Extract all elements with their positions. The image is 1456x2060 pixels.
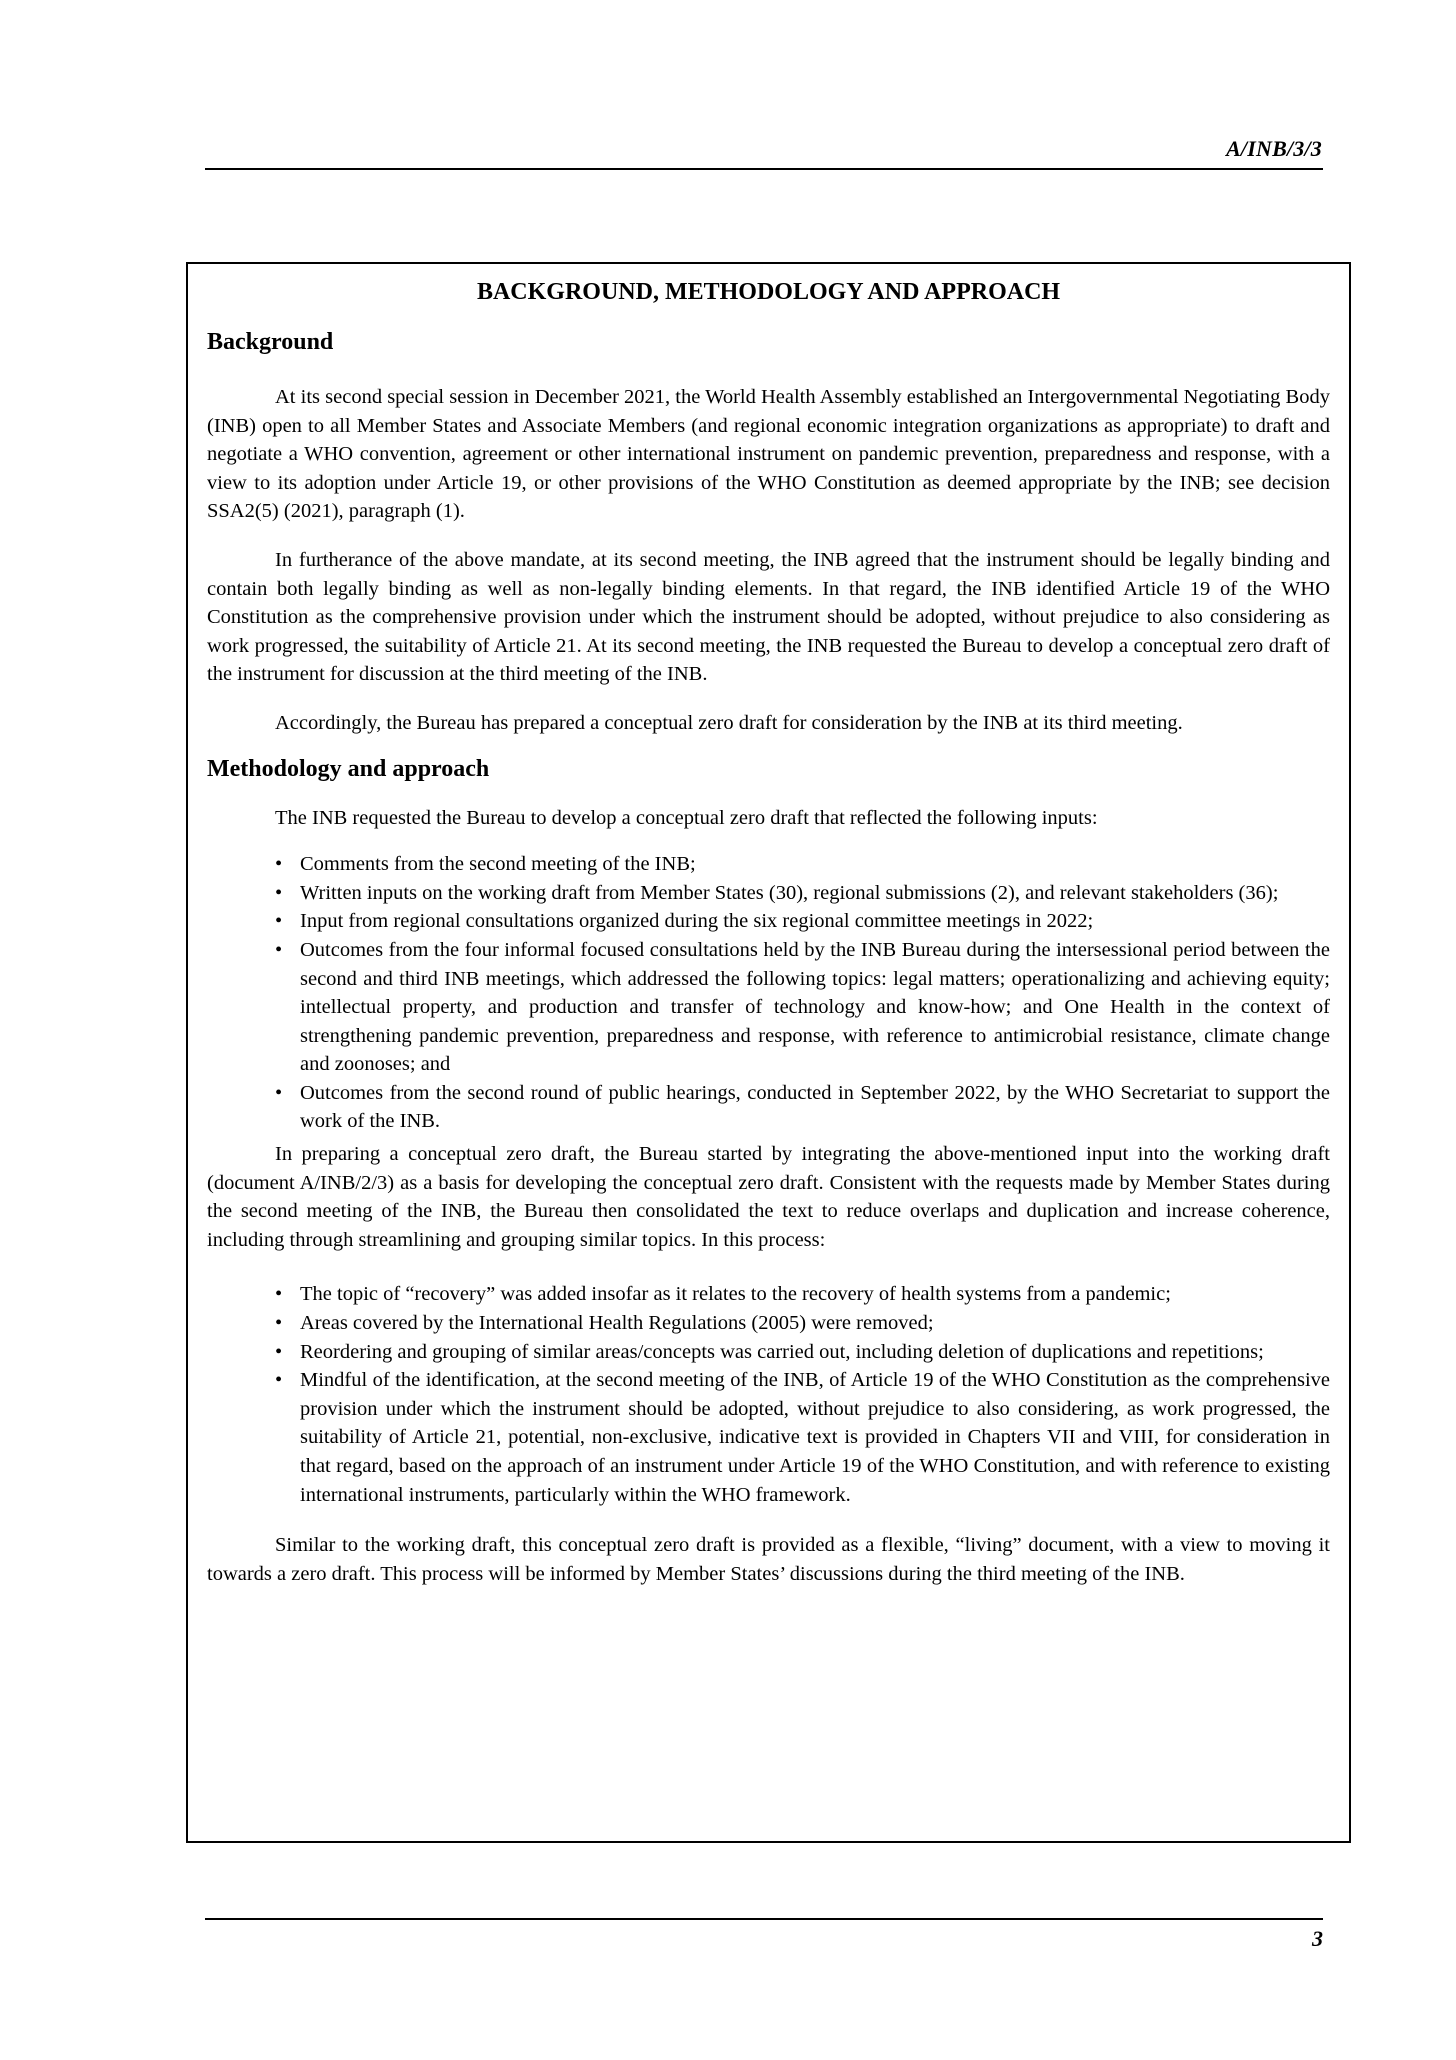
- list-item: • Comments from the second meeting of the INB;: [275, 850, 1330, 879]
- framed-text-box: [186, 262, 1351, 1843]
- bullet-icon: •: [275, 1340, 283, 1363]
- list-item: • Outcomes from the four informal focused consultations held by the INB Bureau during the intersessional period between the second and third INB meetings, which addressed the following topics: legal matters; operationalizing and achieving equity; intellectual property, and production and transfer of technology and know-how; and One Health in the context of strengthening pandemic prevention, preparedness and response, with reference to antimicrobial resistance, climate change and zoonoses; and: [275, 936, 1330, 1079]
- list-item: • Input from regional consultations organized during the six regional committee meetings in 2022;: [275, 907, 1330, 936]
- bullet-icon: •: [275, 1369, 283, 1392]
- bullet-icon: •: [275, 1312, 283, 1335]
- methodology-intro: The INB requested the Bureau to develop a conceptual zero draft that reflected the following inputs:: [275, 806, 1098, 829]
- closing-paragraph: Similar to the working draft, this conceptual zero draft is provided as a flexible, “living” document, with a view to moving it towards a zero draft. This process will be informed by Member States’ discussions during the third meeting of the INB.: [207, 1534, 1330, 1585]
- list-item: • Written inputs on the working draft from Member States (30), regional submissions (2), and relevant stakeholders (36);: [275, 879, 1330, 908]
- section-heading-background: Background: [207, 329, 334, 355]
- process-list: [207, 1280, 1330, 1509]
- bullet-icon: •: [275, 938, 283, 961]
- process-paragraph: In preparing a conceptual zero draft, the Bureau started by integrating the above-mentioned input into the working draft (document A/INB/2/3) as a basis for developing the conceptual zero draft. Consistent with the requests made by Member States during the second meeting of the INB, the Bureau then consolidated the text to reduce overlaps and duplication and increase coherence, including through streamlining and grouping similar topics. In this process:: [207, 1143, 1330, 1251]
- box-content: [207, 264, 1330, 1588]
- bullet-icon: •: [275, 853, 283, 876]
- bullet-icon: •: [275, 881, 283, 904]
- footer-rule: [205, 1918, 1323, 1920]
- list-item: • Reordering and grouping of similar areas/concepts was carried out, including deletion of duplications and repetitions;: [275, 1338, 1330, 1367]
- background-paragraph-1: At its second special session in December 2021, the World Health Assembly established an Intergovernmental Negotiating Body (INB) open to all Member States and Associate Members (and regional economic integration organizations as appropriate) to draft and negotiate a WHO convention, agreement or other international instrument on pandemic prevention, preparedness and response, with a view to its adoption under Article 19, or other provisions of the WHO Constitution as deemed appropriate by the INB; see decision SSA2(5) (2021), paragraph (1).: [207, 386, 1330, 523]
- header-rule: [205, 168, 1323, 170]
- background-paragraph-2: In furtherance of the above mandate, at its second meeting, the INB agreed that the instrument should be legally binding and contain both legally binding as well as non-legally binding elements. In that regard, the INB identified Article 19 of the WHO Constitution as the comprehensive provision under which the instrument should be adopted, without prejudice to also considering as work progressed, the suitability of Article 21. At its second meeting, the INB requested the Bureau to develop a conceptual zero draft of the instrument for discussion at the third meeting of the INB.: [207, 548, 1330, 686]
- bullet-icon: •: [275, 1283, 283, 1306]
- bullet-icon: •: [275, 1081, 283, 1104]
- document-symbol: A/INB/3/3: [1226, 136, 1322, 161]
- bullet-icon: •: [275, 910, 283, 933]
- section-heading-methodology: Methodology and approach: [207, 755, 490, 782]
- list-item: • The topic of “recovery” was added insofar as it relates to the recovery of health systems from a pandemic;: [275, 1280, 1330, 1309]
- box-title: BACKGROUND, METHODOLOGY AND APPROACH: [476, 279, 1061, 305]
- list-item: • Outcomes from the second round of public hearings, conducted in September 2022, by the WHO Secretariat to support the work of the INB.: [275, 1079, 1330, 1136]
- list-item: • Areas covered by the International Health Regulations (2005) were removed;: [275, 1309, 1330, 1338]
- background-paragraph-3: Accordingly, the Bureau has prepared a conceptual zero draft for consideration by the INB at its third meeting.: [275, 711, 1183, 734]
- page-number: 3: [1312, 1926, 1323, 1951]
- list-item: • Mindful of the identification, at the second meeting of the INB, of Article 19 of the WHO Constitution as the comprehensive provision under which the instrument should be adopted, without prejudice to also considering, as work progressed, the suitability of Article 21, potential, non-exclusive, indicative text is provided in Chapters VII and VIII, for consideration in that regard, based on the approach of an instrument under Article 19 of the WHO Constitution, and with reference to existing international instruments, particularly within the WHO framework.: [275, 1366, 1330, 1509]
- inputs-list: [207, 850, 1330, 1136]
